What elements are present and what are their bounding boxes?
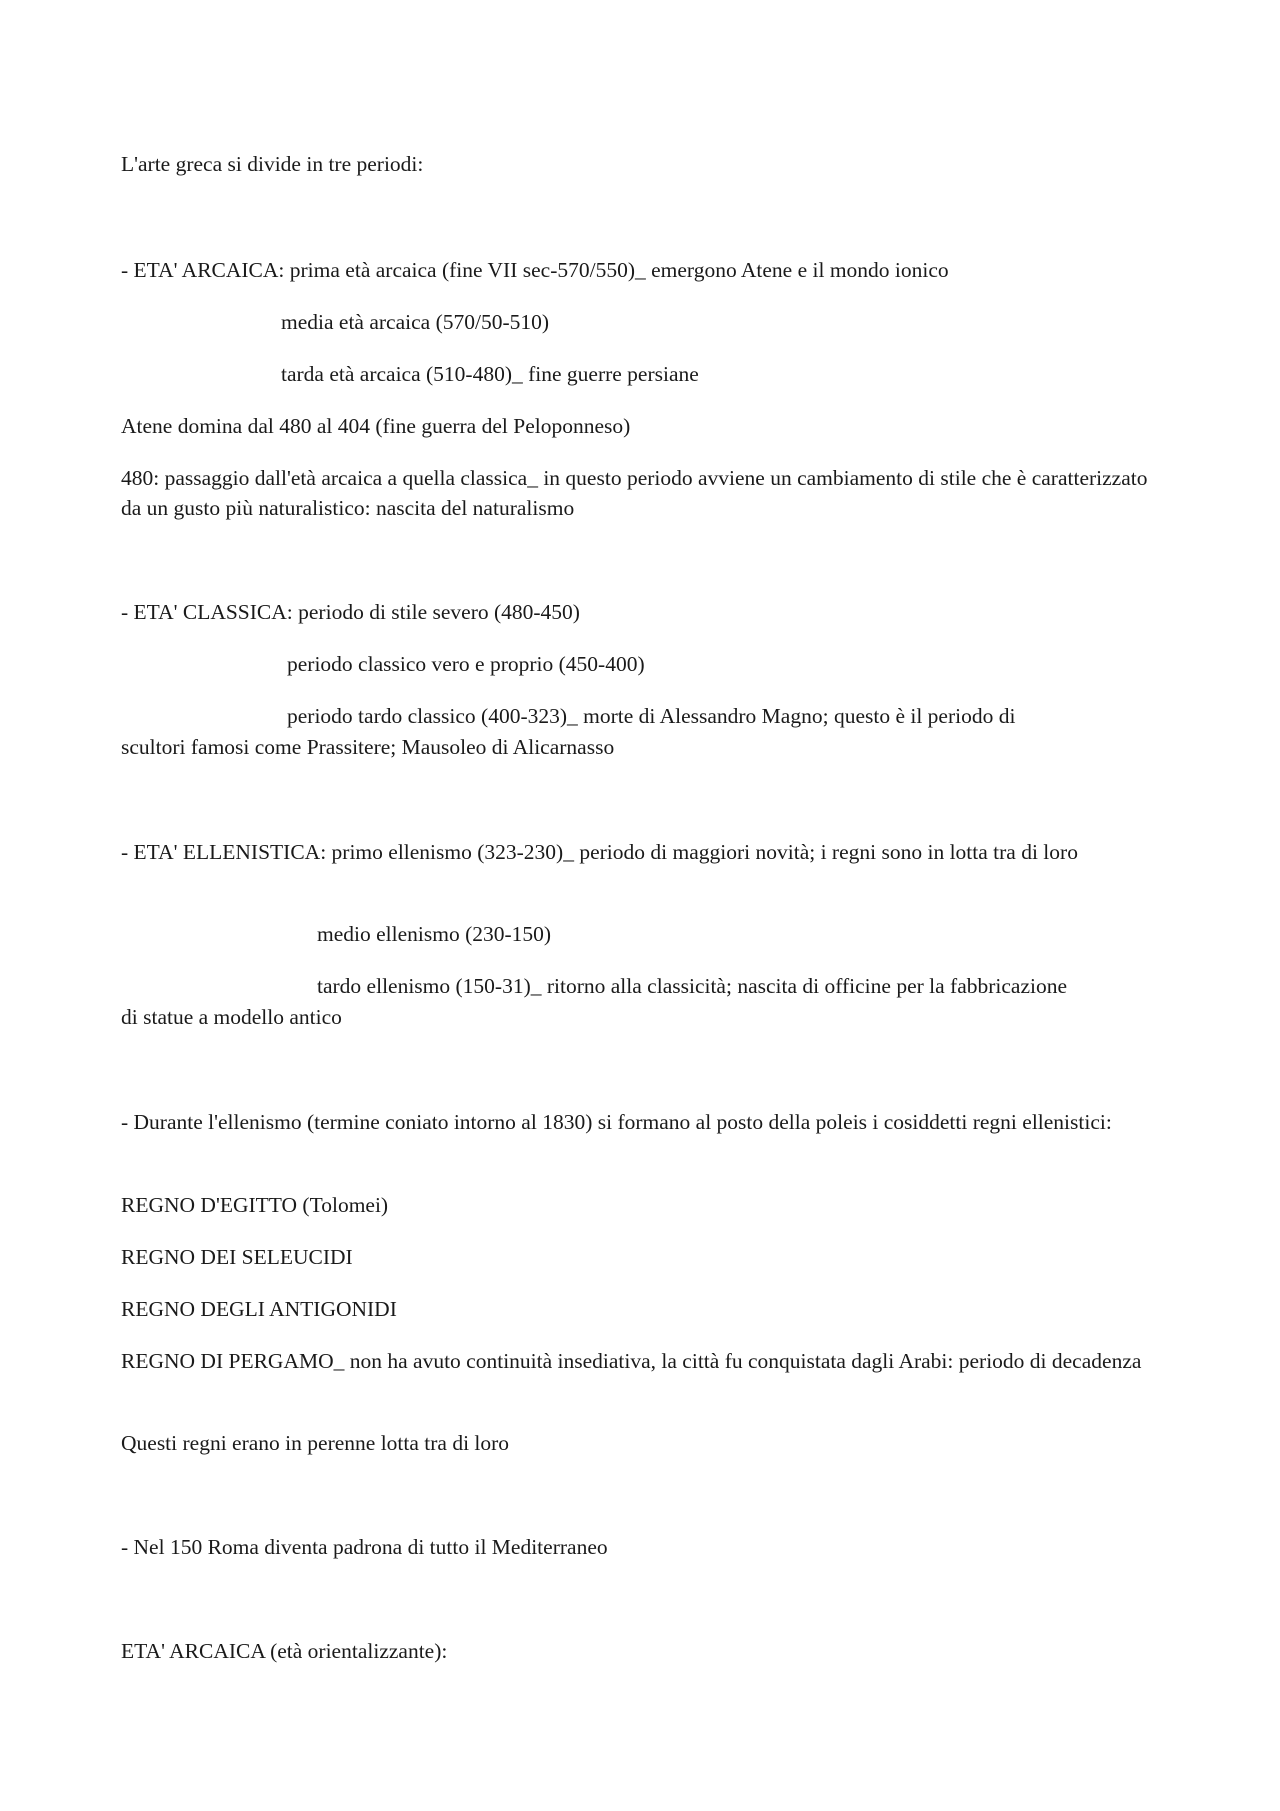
ellenistica-medio: medio ellenismo (230-150)	[317, 922, 552, 946]
intro-text: L'arte greca si divide in tre periodi:	[121, 152, 424, 176]
classica-heading: - ETA' CLASSICA: periodo di stile severo (480-450)	[121, 600, 580, 624]
arcaica-media: media età arcaica (570/50-510)	[281, 310, 550, 334]
arcaica-heading: - ETA' ARCAICA: prima età arcaica (fine VII sec-570/550)_ emergono Atene e il mondo ionico	[121, 258, 949, 282]
roma-text: - Nel 150 Roma diventa padrona di tutto il Mediterraneo	[121, 1535, 608, 1559]
atene-text: Atene domina dal 480 al 404 (fine guerra del Peloponneso)	[121, 414, 631, 438]
classica-vero: periodo classico vero e proprio (450-400)	[287, 652, 645, 676]
orientalizzante-heading: ETA' ARCAICA (età orientalizzante):	[121, 1639, 448, 1663]
regno-item: REGNO DI PERGAMO_ non ha avuto continuità insediativa, la città fu conquistata dagli Arabi: periodo di decadenza	[121, 1349, 1142, 1373]
classica-tardo-cont: scultori famosi come Prassitere; Mausoleo di Alicarnasso	[121, 735, 615, 759]
arcaica-tarda: tarda età arcaica (510-480)_ fine guerre persiane	[281, 362, 699, 386]
ellenistica-tardo-cont: di statue a modello antico	[121, 1005, 342, 1029]
regno-item: REGNO DEGLI ANTIGONIDI	[121, 1297, 397, 1321]
regni-intro: - Durante l'ellenismo (termine coniato intorno al 1830) si formano al posto della poleis i cosiddetti regni ellenistici:	[121, 1110, 1112, 1134]
regno-item: REGNO D'EGITTO (Tolomei)	[121, 1193, 389, 1217]
passaggio-text: 480: passaggio dall'età arcaica a quella classica_ in questo periodo avviene un cambiamento di stile che è caratterizzato da un gusto più naturalistico: nascita del naturalismo	[121, 466, 1148, 520]
classica-tardo: periodo tardo classico (400-323)_ morte di Alessandro Magno; questo è il periodo di	[287, 704, 1016, 728]
regno-item: REGNO DEI SELEUCIDI	[121, 1245, 353, 1269]
ellenistica-heading: - ETA' ELLENISTICA: primo ellenismo (323-230)_ periodo di maggiori novità; i regni sono in lotta tra di loro	[121, 840, 1078, 864]
ellenistica-tardo: tardo ellenismo (150-31)_ ritorno alla classicità; nascita di officine per la fabbricazione	[317, 974, 1068, 998]
lotta-text: Questi regni erano in perenne lotta tra di loro	[121, 1431, 510, 1455]
